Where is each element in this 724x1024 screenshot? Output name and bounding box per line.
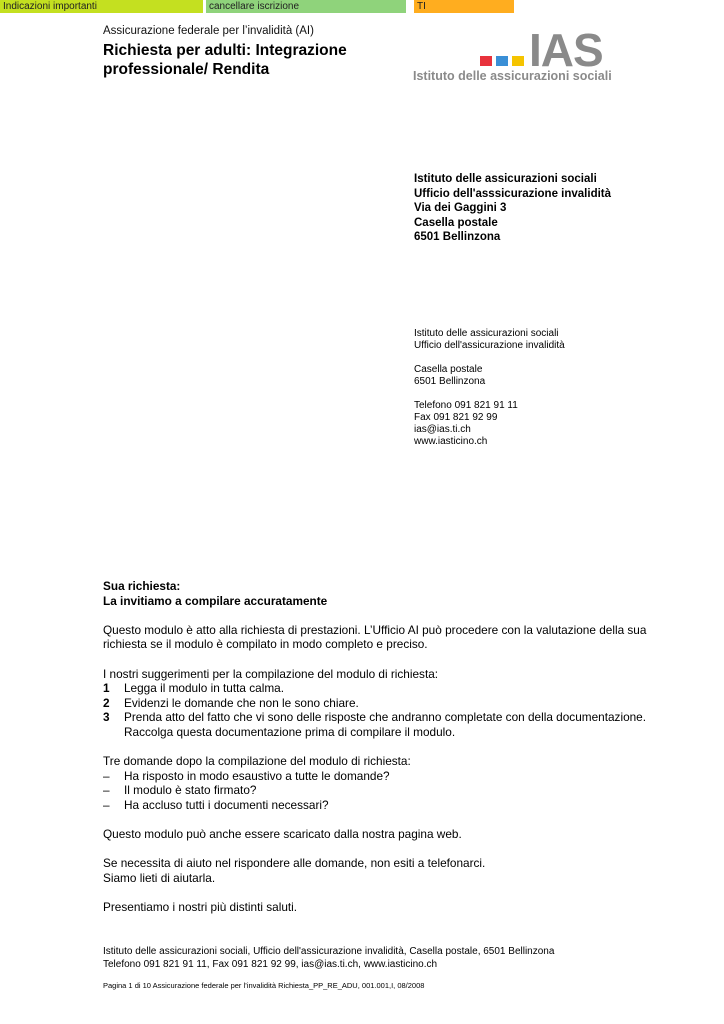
recipient-line: Istituto delle assicurazioni sociali (414, 173, 597, 185)
sender-box: Casella postale (414, 364, 483, 375)
question-text: Il modulo è stato firmato? (124, 783, 257, 798)
tip-number: 1 (103, 681, 110, 696)
recipient-line: Ufficio dell'asssicurazione invalidità (414, 187, 612, 200)
tip-number: 2 (103, 695, 110, 710)
document-title: Richiesta per adulti: Integrazione professionale/ Rendita (103, 42, 347, 78)
sender-city: 6501 Bellinzona (414, 376, 486, 387)
document-subtitle: Assicurazione federale per l’invalidità (AI) (103, 25, 314, 37)
sender-web-link[interactable]: www.iasticino.ch (414, 436, 488, 447)
question-item: – Ha accluso tutti i documenti necessari? (103, 797, 329, 812)
letter-body (103, 579, 683, 915)
sender-office: Ufficio dell'assicurazione invalidità (414, 340, 565, 351)
recipient-line: Via dei Gaggini 3 (414, 202, 507, 214)
questions-intro: Tre domande dopo la compilazione del modulo di richiesta: (103, 754, 411, 769)
footer-contacts: Telefono 091 821 91 11, Fax 091 821 92 99, ias@ias.ti.ch, www.iasticino.ch (103, 959, 438, 970)
tips-intro: I nostri suggerimenti per la compilazione del modulo di richiesta: (103, 666, 439, 681)
recipient-line: Casella postale (414, 216, 498, 229)
question-item: – Ha risposto in modo esaustivo a tutte le domande? (103, 768, 390, 783)
sender-org: Istituto delle assicurazioni sociali (414, 328, 559, 339)
body-heading: Sua richiesta: (103, 579, 181, 593)
tip-text: Prenda atto del fatto che vi sono delle risposte che andranno completate con della documentazione. Raccolga questa documentazione prima di compilare il modulo. (124, 710, 647, 739)
sender-address (414, 328, 565, 448)
sender-phone: Telefono 091 821 91 11 (414, 400, 518, 411)
sender-email-link[interactable]: ias@ias.ti.ch (414, 424, 471, 435)
download-note: Questo modulo può anche essere scaricato dalla nostra pagina web. (103, 827, 462, 842)
footer-address: Istituto delle assicurazioni sociali, Ufficio dell'assicurazione invalidità, Casella postale, 6501 Bellinzona (103, 946, 555, 957)
ias-logo-letters: IAS (529, 26, 603, 70)
recipient-address (414, 172, 611, 245)
page-footer (103, 945, 554, 971)
tip-item (103, 696, 683, 711)
intro-paragraph: Questo modulo è atto alla richiesta di prestazioni. L’Ufficio AI può procedere con la valutazione della sua richiesta se il modulo è compilato in modo completo e preciso. (103, 622, 647, 652)
sender-fax: Fax 091 821 92 99 (414, 412, 498, 423)
closing-line: Presentiamo i nostri più distinti saluti. (103, 900, 298, 915)
important-info-button[interactable]: Indicazioni importanti (0, 0, 203, 13)
help-note-2: Siamo lieti di aiutarla. (103, 870, 216, 885)
tip-text: Legga il modulo in tutta calma. (124, 681, 285, 696)
canton-button[interactable]: TI (414, 0, 514, 13)
ias-logo-mark (413, 26, 623, 70)
recipient-line: 6501 Bellinzona (414, 231, 501, 243)
tip-item (103, 681, 683, 696)
tip-text: Evidenzi le domande che non le sono chiare. (124, 695, 359, 710)
tip-number: 3 (103, 710, 110, 725)
ias-logo (413, 26, 623, 86)
clear-form-button[interactable]: cancellare iscrizione (206, 0, 406, 13)
question-text: Ha risposto in modo esaustivo a tutte le domande? (124, 768, 390, 783)
question-item: – Il modulo è stato firmato? (103, 783, 257, 798)
body-subheading: La invitiamo a compilare accuratamente (103, 593, 328, 608)
question-text: Ha accluso tutti i documenti necessari? (124, 797, 329, 812)
page-info: Pagina 1 di 10 Assicurazione federale per l’invalidità Richiesta_PP_RE_ADU, 001.001,I, 08/2008 (103, 981, 425, 990)
ias-logo-name: Istituto delle assicurazioni sociali (413, 69, 612, 83)
help-note: Se necessita di aiuto nel rispondere alle domande, non esiti a telefonarci. (103, 856, 486, 871)
tip-item (103, 710, 683, 739)
